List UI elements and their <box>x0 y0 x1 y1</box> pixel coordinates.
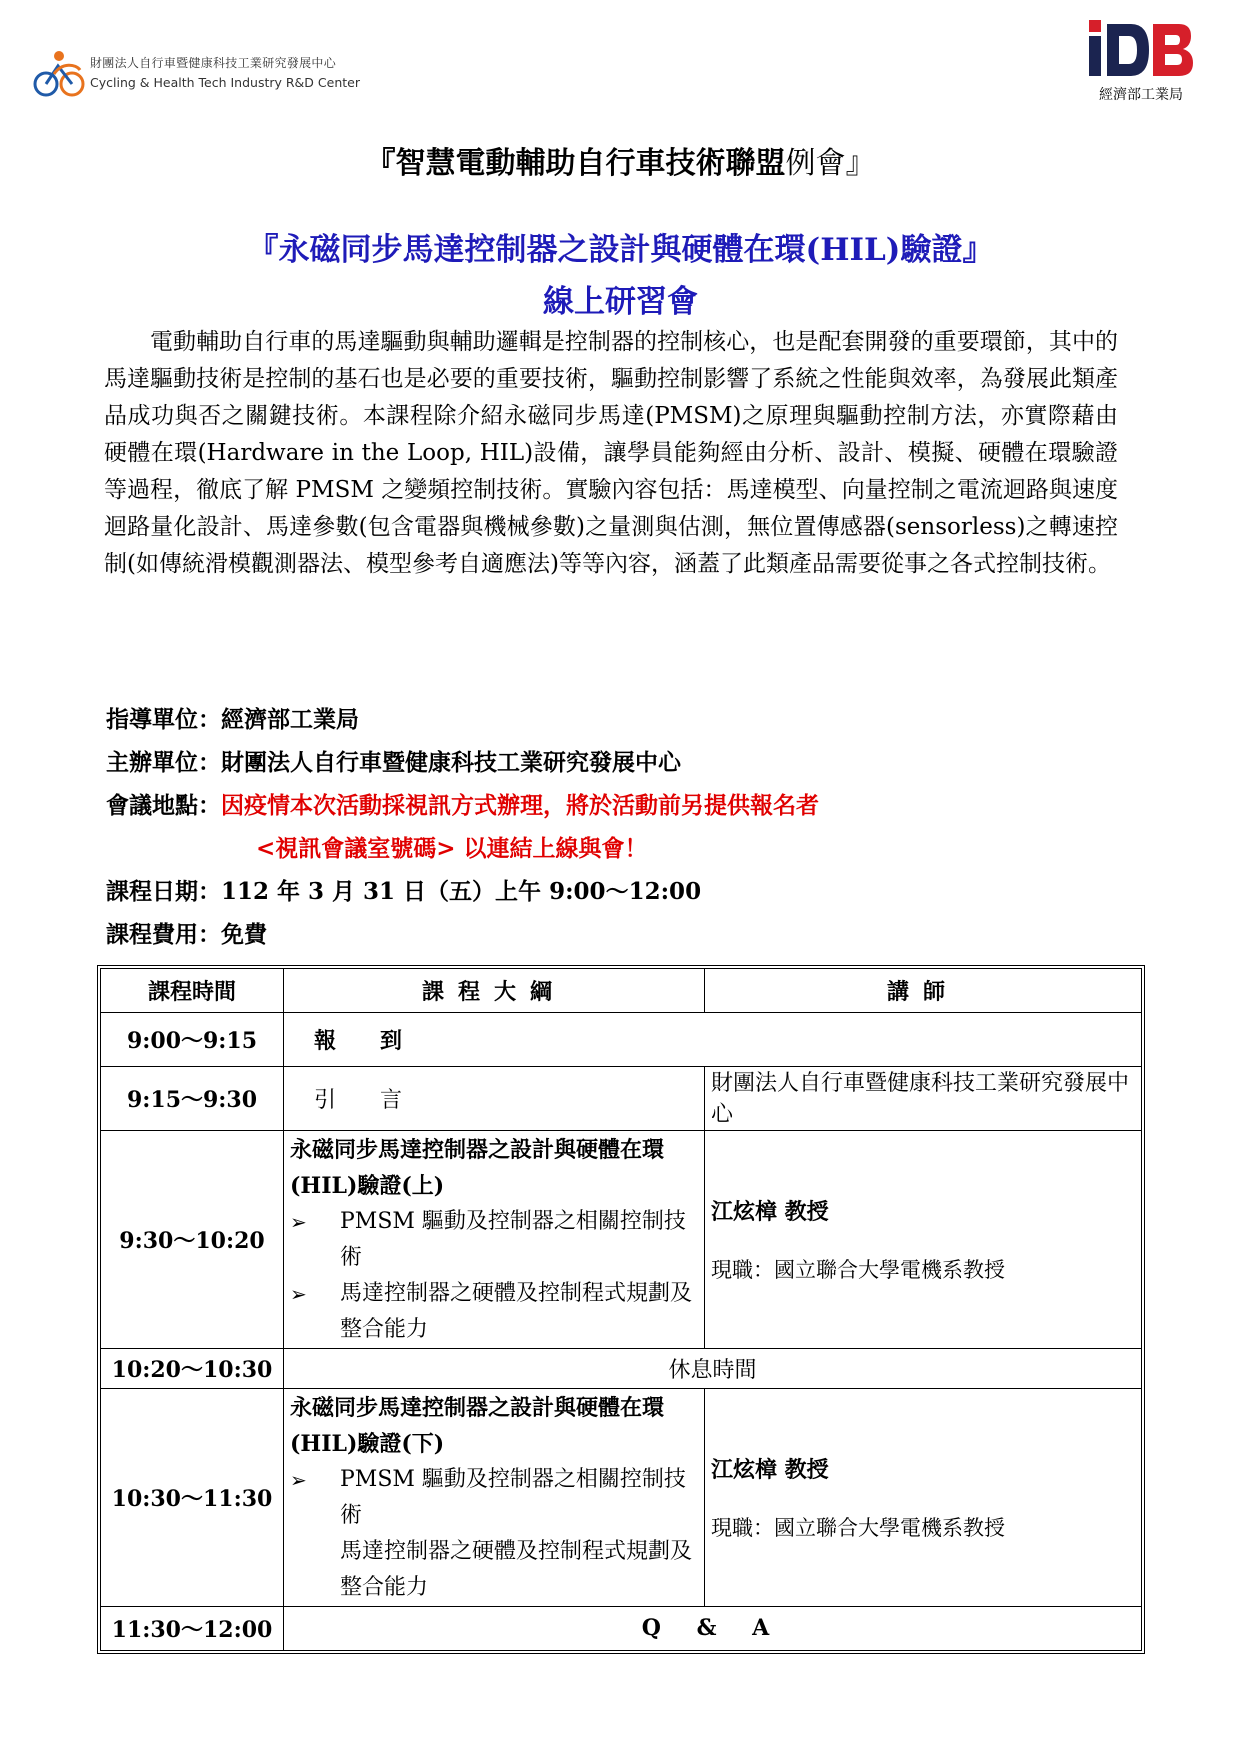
schedule-table-frame <box>97 965 1145 1654</box>
table-row <box>101 1013 1142 1067</box>
idb-logo <box>1077 20 1205 102</box>
date-value: 112 年 3 月 31 日（五）上午 9:00～12:00 <box>221 878 702 905</box>
row-topic: 休息時間 <box>284 1349 1142 1389</box>
row-topic: 報 到 <box>284 1013 1142 1067</box>
lecturer-position: 現職：國立聯合大學電機系教授 <box>711 1258 1005 1283</box>
header-time: 課程時間 <box>101 969 284 1013</box>
arrow-bullet-icon: ➢ <box>290 1467 307 1492</box>
row-time: 11:30～12:00 <box>101 1606 284 1650</box>
row-topic-cell <box>284 1389 705 1607</box>
row-lecturer: 財團法人自行車暨健康科技工業研究發展中心 <box>705 1067 1142 1131</box>
row-lecturer-cell <box>705 1131 1142 1349</box>
meeting-title <box>0 138 1241 182</box>
list-item <box>290 1534 698 1606</box>
bullet-text: 馬達控制器之硬體及控制程式規劃及整合能力 <box>340 1280 693 1342</box>
topic-title: 永磁同步馬達控制器之設計與硬體在環(HIL)驗證(下) <box>290 1394 665 1457</box>
org-logo-en: Cycling & Health Tech Industry R&D Center <box>90 75 360 90</box>
table-row <box>101 1131 1142 1349</box>
intro-paragraph <box>104 324 1118 583</box>
venue-row-continued <box>106 827 1136 870</box>
event-info <box>106 698 1136 956</box>
list-item <box>290 1276 698 1348</box>
guide-unit-label: 指導單位： <box>106 706 221 733</box>
org-logo-zh: 財團法人自行車暨健康科技工業研究發展中心 <box>90 56 337 70</box>
table-row <box>101 1349 1142 1389</box>
host-unit-row <box>106 741 1136 784</box>
fee-row <box>106 913 1136 956</box>
cyclist-logo-icon <box>32 48 88 100</box>
bullet-text: PMSM 驅動及控制器之相關控制技術 <box>340 1208 686 1270</box>
row-time: 9:00～9:15 <box>101 1013 284 1067</box>
arrow-bullet-icon: ➢ <box>290 1209 307 1234</box>
header-lecturer: 講師 <box>705 969 1142 1013</box>
meeting-title-normal: 例會』 <box>785 146 876 181</box>
topic-title: 永磁同步馬達控制器之設計與硬體在環(HIL)驗證(上) <box>290 1136 665 1199</box>
row-topic-cell <box>284 1131 705 1349</box>
lecturer-position: 現職：國立聯合大學電機系教授 <box>711 1516 1005 1541</box>
row-topic: Q & A <box>284 1606 1142 1650</box>
list-item <box>290 1462 698 1534</box>
intro-text: 電動輔助自行車的馬達驅動與輔助邏輯是控制器的控制核心，也是配套開發的重要環節，其中的馬達驅動技術是控制的基石也是必要的重要技術，驅動控制影響了系統之性能與效率，為發展此類產品成功與否之關鍵技術。本課程除介紹永磁同步馬達(PMSM)之原理與驅動控制方法，亦實際藉由硬體在環(Hardware in the Loop, HIL)設備，讓學員能夠經由分析、設計、模擬、硬體在環驗證等過程，徹底了解 PMSM 之變頻控制技術。實驗內容包括：馬達模型、向量控制之電流迴路與速度迴路量化設計、馬達參數(包含電器與機械參數)之量測與估測，無位置傳感器(sensorless)之轉速控制(如傳統滑模觀測器法、模型參考自適應法)等等內容，涵蓋了此類產品需要從事之各式控制技術。 <box>104 329 1118 577</box>
table-header-row <box>101 969 1142 1013</box>
guide-unit-row <box>106 698 1136 741</box>
schedule-table <box>100 968 1142 1651</box>
table-row <box>101 1067 1142 1131</box>
arrow-bullet-icon: ➢ <box>290 1281 307 1306</box>
date-row <box>106 870 1136 913</box>
date-label: 課程日期： <box>106 878 221 905</box>
venue-line1: 因疫情本次活動採視訊方式辦理，將於活動前另提供報名者 <box>221 792 819 819</box>
row-time: 10:30～11:30 <box>101 1389 284 1607</box>
course-title: 『永磁同步馬達控制器之設計與硬體在環(HIL)驗證』 <box>247 232 994 268</box>
table-row <box>101 1389 1142 1607</box>
idb-logo-icon <box>1087 20 1195 78</box>
fee-value: 免費 <box>221 921 267 948</box>
venue-row <box>106 784 1136 827</box>
course-subtitle: 線上研習會 <box>543 284 698 320</box>
lecturer-name: 江炫樟 教授 <box>711 1457 829 1484</box>
venue-line2: <視訊會議室號碼> 以連結上線與會！ <box>256 835 648 862</box>
page-header <box>0 0 1241 120</box>
fee-label: 課程費用： <box>106 921 221 948</box>
table-row <box>101 1606 1142 1650</box>
row-time: 9:15～9:30 <box>101 1067 284 1131</box>
guide-unit-value: 經濟部工業局 <box>221 706 359 733</box>
row-time: 9:30～10:20 <box>101 1131 284 1349</box>
row-time: 10:20～10:30 <box>101 1349 284 1389</box>
venue-label: 會議地點： <box>106 792 221 819</box>
bullet-text: 馬達控制器之硬體及控制程式規劃及整合能力 <box>340 1538 693 1600</box>
header-outline: 課程大綱 <box>284 969 705 1013</box>
row-lecturer-cell <box>705 1389 1142 1607</box>
list-item <box>290 1204 698 1276</box>
idb-label: 經濟部工業局 <box>1099 87 1183 103</box>
host-unit-label: 主辦單位： <box>106 749 221 776</box>
meeting-title-bold: 『智慧電動輔助自行車技術聯盟 <box>365 146 786 181</box>
lecturer-name: 江炫樟 教授 <box>711 1199 829 1226</box>
host-unit-value: 財團法人自行車暨健康科技工業研究發展中心 <box>221 749 681 776</box>
bullet-text: PMSM 驅動及控制器之相關控制技術 <box>340 1466 686 1528</box>
cycling-center-logo <box>32 48 360 100</box>
row-topic: 引 言 <box>284 1067 705 1131</box>
